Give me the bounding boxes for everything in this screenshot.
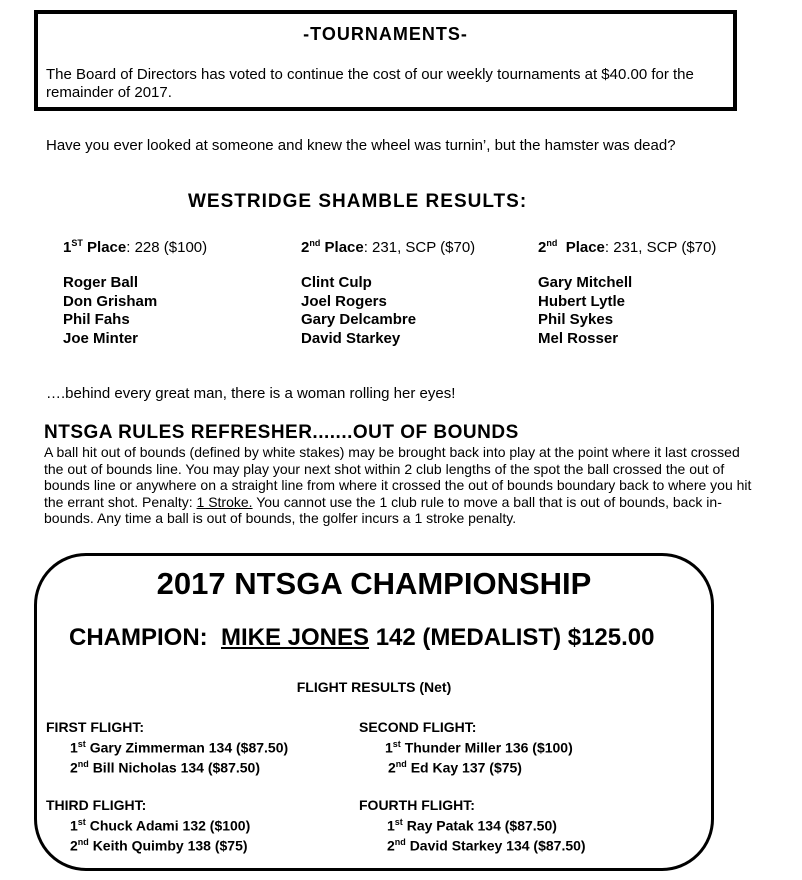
player-name: David Starkey xyxy=(301,329,401,347)
rules-title: NTSGA RULES REFRESHER.......OUT OF BOUNDS xyxy=(44,422,519,443)
flight-results-header: FLIGHT RESULTS (Net) xyxy=(296,679,452,695)
player-name: Joe Minter xyxy=(63,329,139,347)
flight-entry: 1st Chuck Adami 132 ($100) xyxy=(70,817,251,834)
player-name: Gary Mitchell xyxy=(538,274,633,291)
flight-entry: 1st Thunder Miller 136 ($100) xyxy=(385,739,573,756)
team-names xyxy=(301,274,416,348)
flight-label: SECOND FLIGHT: xyxy=(359,719,477,735)
team-names xyxy=(538,274,632,348)
championship-box xyxy=(34,553,714,871)
tournaments-text: The Board of Directors has voted to continue the cost of our weekly tournaments at $40.00 for the remainder of 2017. xyxy=(46,66,694,101)
player-name: Roger Ball xyxy=(63,274,139,291)
place-heading: 1ST Place: 228 ($100) xyxy=(63,238,208,256)
place-heading: 2nd Place: 231, SCP ($70) xyxy=(301,238,476,256)
player-name: Gary Delcambre xyxy=(301,311,417,328)
champion-line: CHAMPION: MIKE JONES 142 (MEDALIST) $125.00 xyxy=(69,624,655,651)
tournaments-title: -TOURNAMENTS- xyxy=(303,24,468,44)
player-name: Mel Rosser xyxy=(538,329,619,347)
player-name: Joel Rogers xyxy=(301,292,387,310)
hamster-quote: Have you ever looked at someone and knew the wheel was turnin’, but the hamster was dead? xyxy=(46,137,676,154)
flight-entry: 1st Gary Zimmerman 134 ($87.50) xyxy=(70,739,289,756)
penalty-value: 1 Stroke. xyxy=(196,493,253,510)
tournaments-box xyxy=(34,10,737,111)
flight-entry: 2nd Keith Quimby 138 ($75) xyxy=(70,837,248,854)
player-name: Hubert Lytle xyxy=(538,292,625,310)
flight-entry: 2nd Bill Nicholas 134 ($87.50) xyxy=(70,759,260,776)
flight-label: THIRD FLIGHT: xyxy=(46,797,147,813)
great-man-quote: ….behind every great man, there is a woman rolling her eyes! xyxy=(46,385,456,402)
player-name: Phil Sykes xyxy=(538,311,614,328)
flight-entry: 2nd Ed Kay 137 ($75) xyxy=(388,759,522,776)
flight-label: FIRST FLIGHT: xyxy=(46,719,144,735)
rules-text: A ball hit out of bounds (defined by white stakes) may be brought back into play at the point where it last crossed the out of bounds line. You may play your next shot within 2 club lengths of the spot the ball crossed the out of bounds line or anywhere on a straight line from where it crossed the out of bounds boundary back to where you hit the errant shot. Penalty: 1 Stroke. You cannot use the 1 club rule to move a ball that is out of bounds, back in-bounds. Any time a ball is out of bounds, the golfer incurs a 1 stroke penalty. xyxy=(44,444,752,526)
team-names xyxy=(63,274,157,348)
place-heading: 2nd Place: 231, SCP ($70) xyxy=(538,238,717,256)
player-name: Clint Culp xyxy=(301,274,372,291)
shamble-title: WESTRIDGE SHAMBLE RESULTS: xyxy=(188,191,528,212)
championship-title: 2017 NTSGA CHAMPIONSHIP xyxy=(156,566,592,601)
champion-name: MIKE JONES xyxy=(221,624,370,651)
flight-entry: 2nd David Starkey 134 ($87.50) xyxy=(387,837,586,854)
flight-entry: 1st Ray Patak 134 ($87.50) xyxy=(387,817,557,834)
flight-label: FOURTH FLIGHT: xyxy=(359,797,475,813)
player-name: Phil Fahs xyxy=(63,311,130,328)
player-name: Don Grisham xyxy=(63,292,158,310)
